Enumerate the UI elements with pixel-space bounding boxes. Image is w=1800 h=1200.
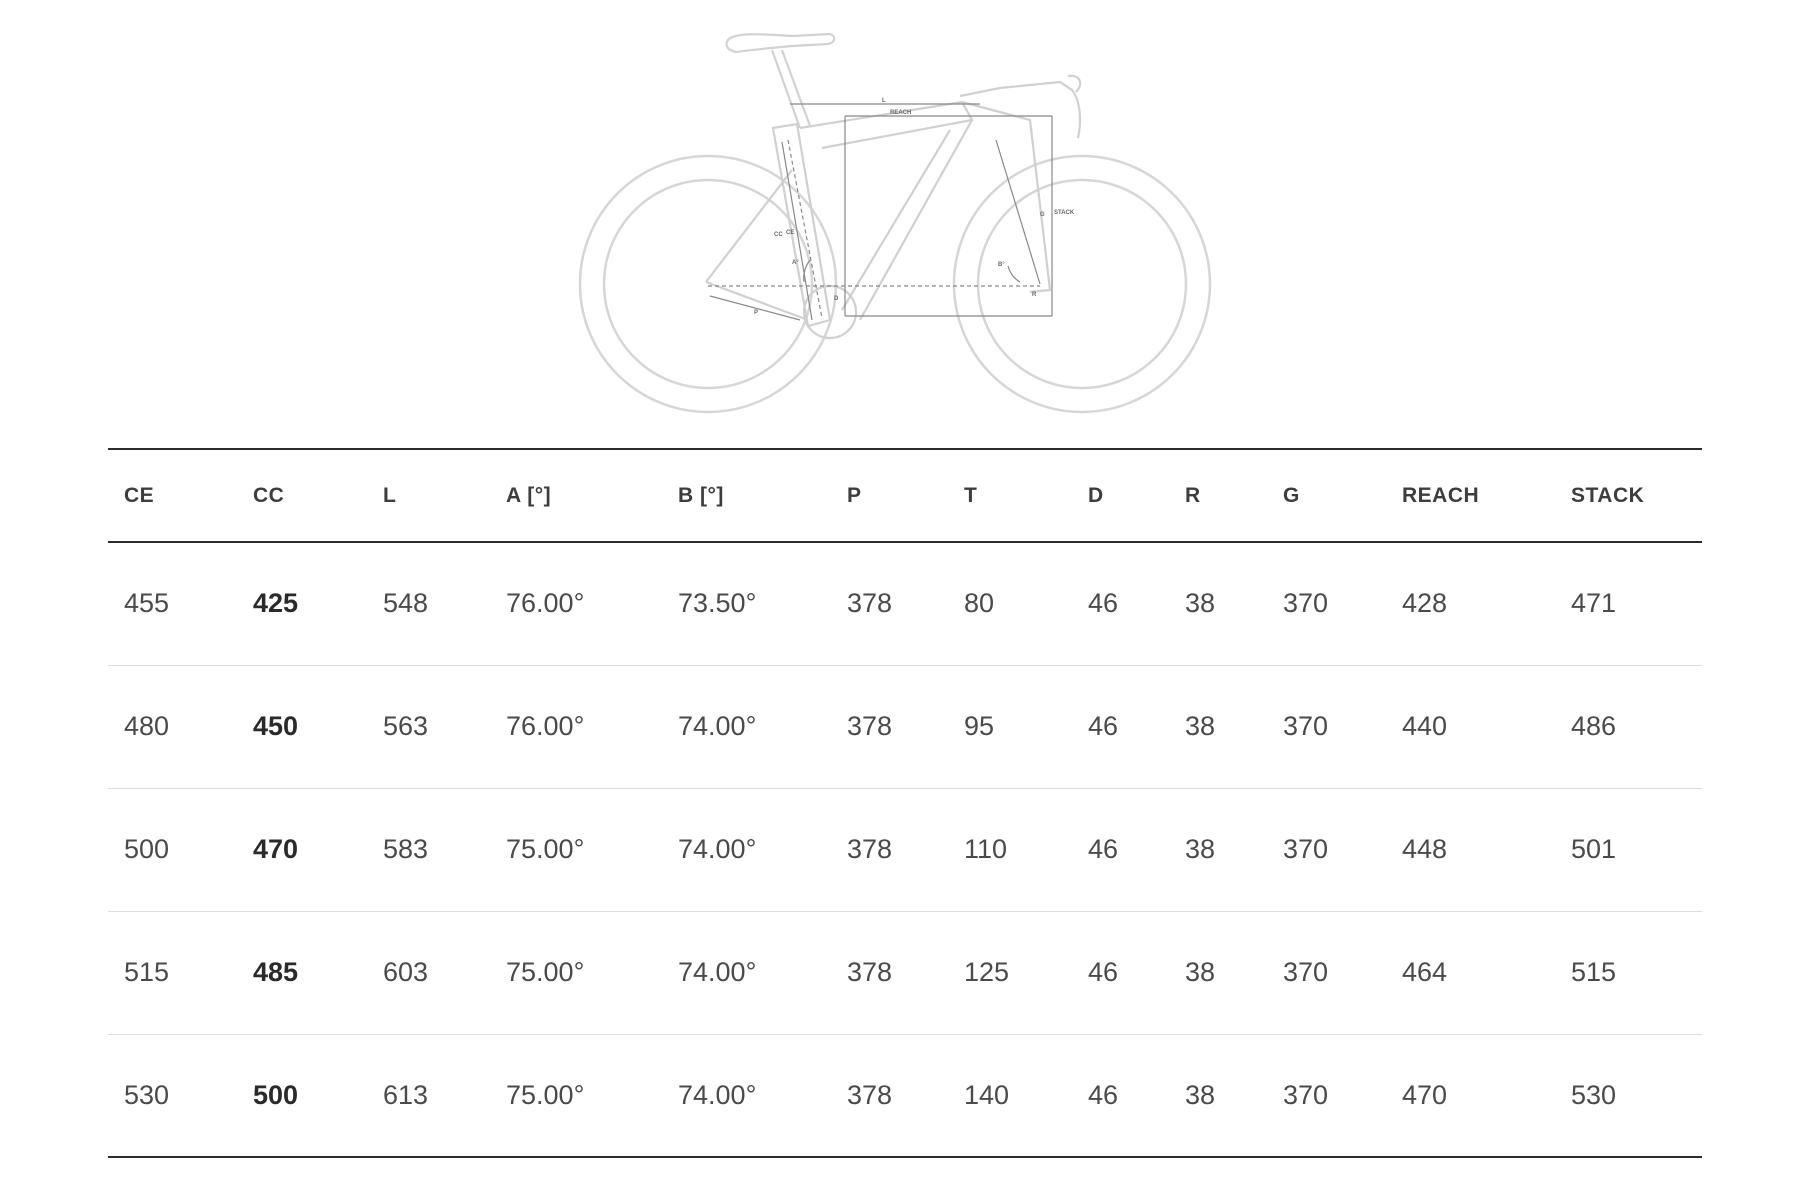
table-row: [108, 788, 1702, 911]
table-cell: 515: [1555, 911, 1702, 1034]
table-cell: 125: [948, 911, 1072, 1034]
table-cell: 74.00°: [662, 1034, 831, 1157]
rear-wheel-rim: [604, 180, 812, 388]
table-cell: 370: [1267, 911, 1386, 1034]
table-cell: 75.00°: [490, 911, 662, 1034]
table-cell: 425: [237, 542, 367, 665]
column-header: CE: [108, 449, 237, 542]
label-b: B°: [998, 262, 1005, 268]
table-cell: 74.00°: [662, 911, 831, 1034]
label-ce: CE: [786, 230, 795, 236]
table-cell: 378: [831, 542, 948, 665]
down-tube: [842, 120, 972, 320]
table-cell: 38: [1169, 542, 1267, 665]
wheels: [580, 156, 1210, 412]
table-cell: 501: [1555, 788, 1702, 911]
table-row: [108, 1034, 1702, 1157]
table-cell: 471: [1555, 542, 1702, 665]
table-cell: 530: [108, 1034, 237, 1157]
table-cell: 80: [948, 542, 1072, 665]
table-header-row: [108, 449, 1702, 542]
table-cell: 76.00°: [490, 665, 662, 788]
angle-b: [1008, 266, 1020, 282]
column-header: L: [367, 449, 490, 542]
table-cell: 46: [1072, 788, 1169, 911]
label-stack: STACK: [1054, 210, 1075, 216]
table-cell: 38: [1169, 788, 1267, 911]
table-cell: 548: [367, 542, 490, 665]
table-cell: 370: [1267, 1034, 1386, 1157]
table-cell: 455: [108, 542, 237, 665]
table-cell: 486: [1555, 665, 1702, 788]
label-g: G: [1040, 212, 1045, 218]
table-cell: 46: [1072, 1034, 1169, 1157]
table-row: [108, 911, 1702, 1034]
table-cell: 428: [1386, 542, 1555, 665]
table-cell: 370: [1267, 542, 1386, 665]
column-header: G: [1267, 449, 1386, 542]
table-row: [108, 665, 1702, 788]
table-cell: 95: [948, 665, 1072, 788]
bike-geometry-diagram: [0, 0, 1800, 440]
handlebar: [960, 82, 1080, 138]
table-cell: 46: [1072, 911, 1169, 1034]
table-cell: 603: [367, 911, 490, 1034]
table-cell: 46: [1072, 542, 1169, 665]
table-cell: 75.00°: [490, 788, 662, 911]
table-cell: 378: [831, 788, 948, 911]
label-r: R: [1032, 292, 1037, 298]
table-cell: 485: [237, 911, 367, 1034]
table-cell: 470: [1386, 1034, 1555, 1157]
table-cell: 38: [1169, 911, 1267, 1034]
table-cell: 613: [367, 1034, 490, 1157]
table-cell: 500: [108, 788, 237, 911]
column-header: STACK: [1555, 449, 1702, 542]
table-cell: 440: [1386, 665, 1555, 788]
table-cell: 38: [1169, 1034, 1267, 1157]
geometry-table: [108, 448, 1702, 1158]
table-cell: 563: [367, 665, 490, 788]
table-cell: 480: [108, 665, 237, 788]
label-p: P: [754, 310, 759, 316]
table-cell: 370: [1267, 788, 1386, 911]
label-l: L: [882, 98, 886, 104]
table-cell: 110: [948, 788, 1072, 911]
label-d: D: [834, 296, 839, 302]
table-cell: 583: [367, 788, 490, 911]
table-cell: 470: [237, 788, 367, 911]
table-cell: 46: [1072, 665, 1169, 788]
bottom-bracket: [804, 286, 856, 338]
column-header: R: [1169, 449, 1267, 542]
table-cell: 464: [1386, 911, 1555, 1034]
table-cell: 448: [1386, 788, 1555, 911]
table-cell: 450: [237, 665, 367, 788]
table-cell: 38: [1169, 665, 1267, 788]
table-cell: 74.00°: [662, 788, 831, 911]
column-header: P: [831, 449, 948, 542]
saddle: [726, 34, 834, 128]
front-wheel: [954, 156, 1210, 412]
table-cell: 370: [1267, 665, 1386, 788]
table-cell: 73.50°: [662, 542, 831, 665]
label-cc: CC: [774, 232, 783, 238]
table-cell: 140: [948, 1034, 1072, 1157]
label-a: A°: [792, 260, 799, 266]
column-header: T: [948, 449, 1072, 542]
top-tube: [800, 102, 972, 148]
table-cell: 75.00°: [490, 1034, 662, 1157]
table-cell: 378: [831, 1034, 948, 1157]
table-cell: 530: [1555, 1034, 1702, 1157]
table-cell: 76.00°: [490, 542, 662, 665]
column-header: B [°]: [662, 449, 831, 542]
table-cell: 74.00°: [662, 665, 831, 788]
column-header: D: [1072, 449, 1169, 542]
label-reach: REACH: [890, 110, 912, 116]
front-wheel-rim: [978, 180, 1186, 388]
table-body: [108, 542, 1702, 1157]
table-cell: 378: [831, 665, 948, 788]
column-header: A [°]: [490, 449, 662, 542]
table-cell: 378: [831, 911, 948, 1034]
fork: [962, 102, 1050, 292]
table-cell: 515: [108, 911, 237, 1034]
rear-wheel: [580, 156, 836, 412]
column-header: REACH: [1386, 449, 1555, 542]
column-header: CC: [237, 449, 367, 542]
table-cell: 500: [237, 1034, 367, 1157]
table-row: [108, 542, 1702, 665]
bike-frame-illustration: [560, 20, 1240, 440]
